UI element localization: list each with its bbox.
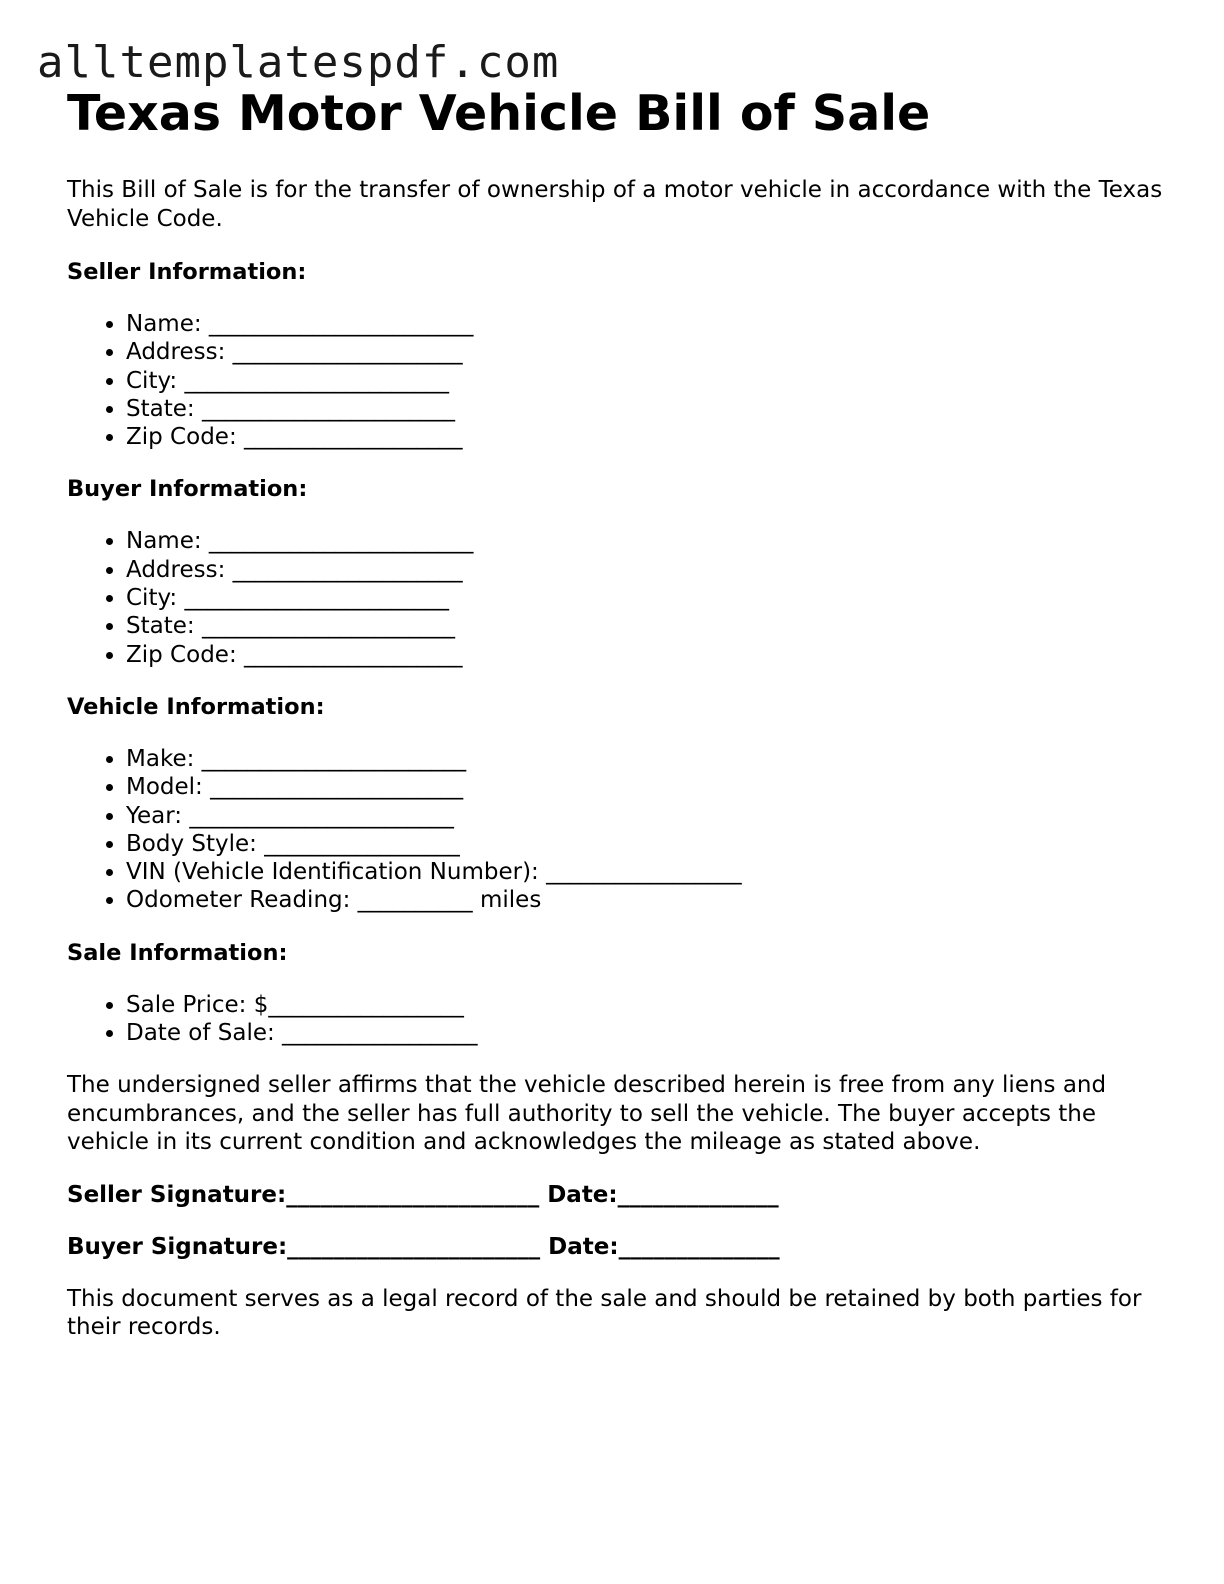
closing-paragraph: This document serves as a legal record of the sale and should be retained by both parties for their records.	[67, 1285, 1142, 1341]
sale-date-field: • Date of Sale: _________________	[126, 1019, 1167, 1047]
vehicle-year-field: • Year: _______________________	[126, 802, 1167, 830]
document-body	[67, 84, 1167, 1342]
seller-heading: Seller Information:	[67, 259, 307, 285]
buyer-heading: Buyer Information:	[67, 476, 308, 503]
seller-zip-field: • Zip Code: ___________________	[126, 423, 1167, 451]
vehicle-model-field: • Model: ______________________	[126, 773, 1167, 801]
vehicle-make-field: • Make: _______________________	[126, 745, 1167, 773]
buyer-name-field: • Name: _______________________	[126, 527, 1167, 555]
watermark-text: alltemplatespdf.com	[37, 37, 560, 88]
buyer-zip-field: • Zip Code: ___________________	[126, 641, 1167, 669]
vehicle-body-style-field: • Body Style: _________________	[126, 830, 1167, 858]
seller-address-field: • Address: ____________________	[126, 338, 1167, 366]
vehicle-fields-list	[67, 745, 1167, 915]
seller-name-field: • Name: _______________________	[126, 310, 1167, 338]
seller-signature-line: Seller Signature:______________________ Date:______________	[67, 1181, 779, 1208]
seller-city-field: • City: _______________________	[126, 367, 1167, 395]
seller-affirmation-paragraph: The undersigned seller affirms that the vehicle described herein is free from any liens and encumbrances, and the seller has full authority to sell the vehicle. The buyer accepts the vehicle in its current condition and acknowledges the mileage as stated above.	[67, 1072, 1107, 1156]
intro-paragraph: This Bill of Sale is for the transfer of ownership of a motor vehicle in accordance with the Texas Vehicle Code.	[67, 177, 1163, 232]
document-title: Texas Motor Vehicle Bill of Sale	[67, 85, 931, 142]
buyer-state-field: • State: ______________________	[126, 612, 1167, 640]
vehicle-odometer-field: • Odometer Reading: __________ miles	[126, 886, 1167, 914]
seller-state-field: • State: ______________________	[126, 395, 1167, 423]
sale-fields-list	[67, 991, 1167, 1048]
buyer-city-field: • City: _______________________	[126, 584, 1167, 612]
sale-price-field: • Sale Price: $_________________	[126, 991, 1167, 1019]
buyer-fields-list	[67, 527, 1167, 668]
vehicle-vin-field: • VIN (Vehicle Identification Number): _________________	[126, 858, 1167, 886]
vehicle-heading: Vehicle Information:	[67, 693, 325, 720]
seller-fields-list	[67, 310, 1167, 451]
buyer-address-field: • Address: ____________________	[126, 556, 1167, 584]
buyer-signature-line: Buyer Signature:______________________ Date:______________	[67, 1233, 780, 1260]
sale-heading: Sale Information:	[67, 939, 288, 966]
